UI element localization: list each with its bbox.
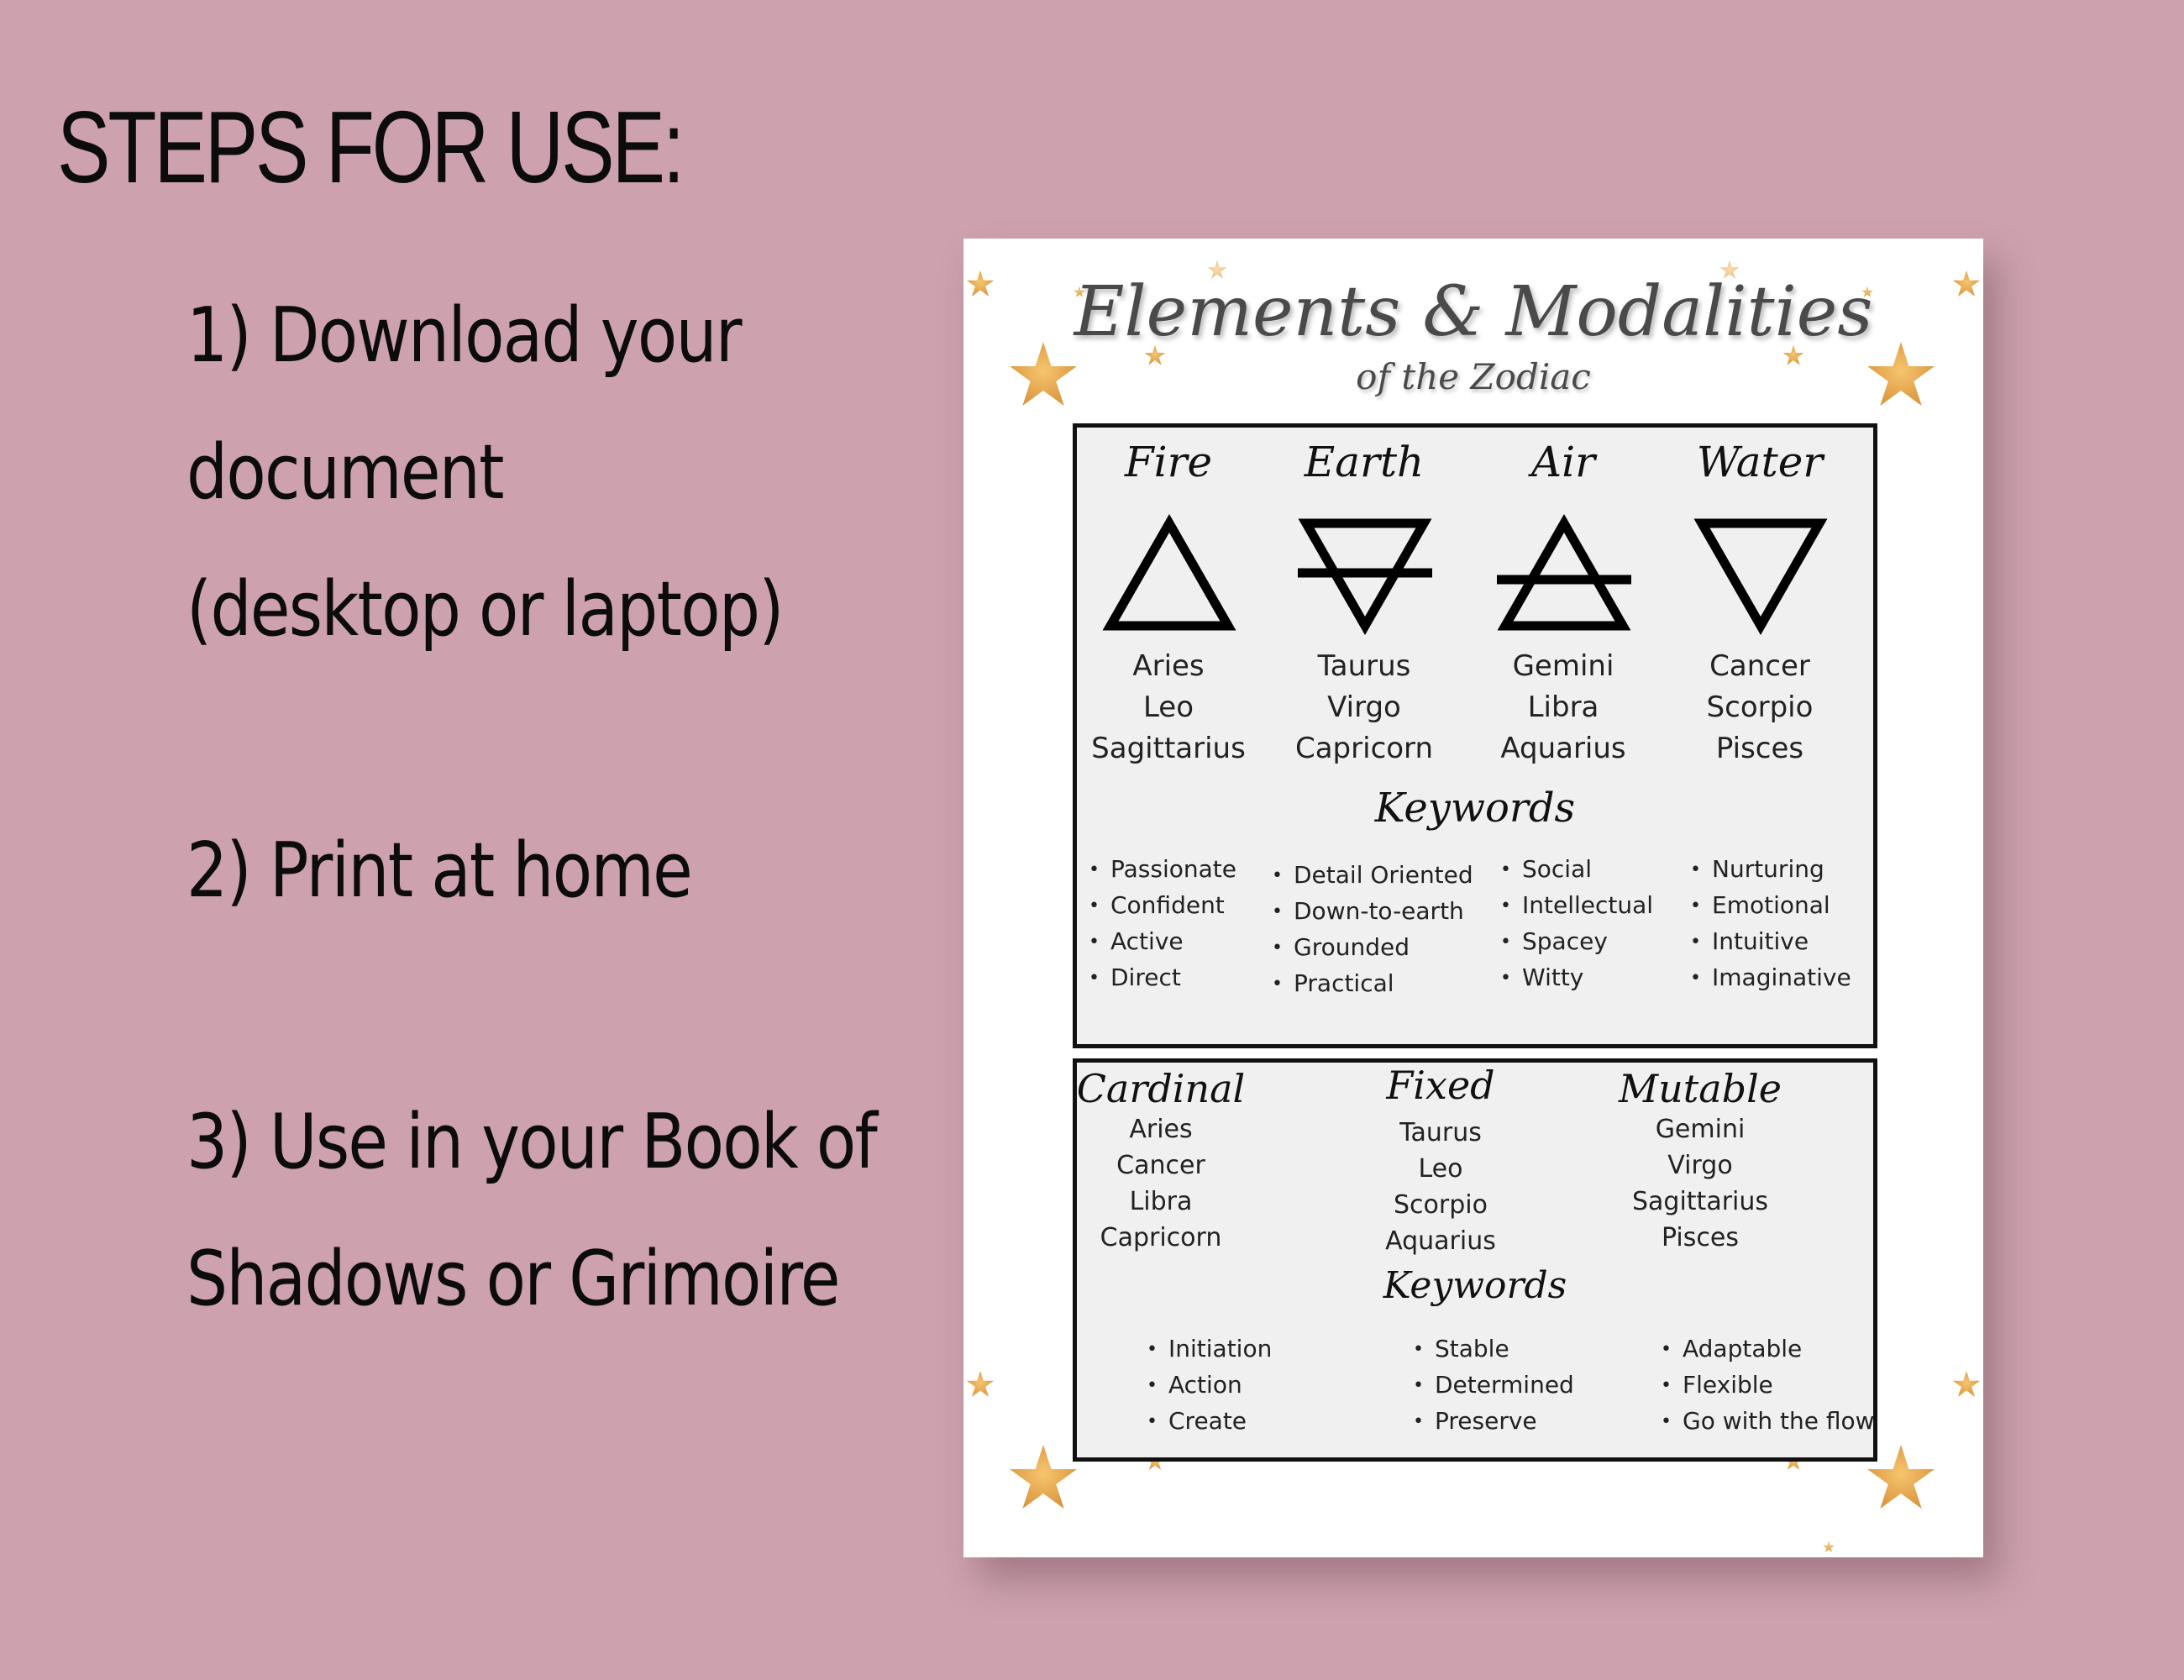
fixed-signs xyxy=(1331,1115,1550,1259)
star-icon xyxy=(1823,1541,1834,1552)
step-1 xyxy=(186,267,783,678)
sign-label: Virgo xyxy=(1667,1151,1733,1180)
keyword-item: • Determined xyxy=(1413,1368,1574,1404)
step-3-line-1: 3) Use in your Book of xyxy=(186,1098,877,1186)
water-signs xyxy=(1663,646,1856,769)
element-name-air: Air xyxy=(1530,438,1595,486)
fixed-keywords xyxy=(1413,1331,1574,1440)
keyword-item: • Action xyxy=(1147,1368,1272,1404)
fire-signs xyxy=(1072,646,1265,769)
air-keywords xyxy=(1500,852,1653,996)
sheet-title: Elements & Modalities xyxy=(1074,272,1873,352)
star-icon xyxy=(967,1371,994,1397)
sign-label: Sagittarius xyxy=(1631,1187,1769,1216)
keyword-item: • Spacey xyxy=(1500,924,1653,960)
keyword-item: • Adaptable xyxy=(1661,1331,1875,1368)
elements-keywords-heading: Keywords xyxy=(1374,785,1576,832)
step-3-line-2: Shadows or Grimoire xyxy=(186,1235,839,1323)
sign-label: Aquarius xyxy=(1385,1226,1496,1256)
keyword-item: • Nurturing xyxy=(1690,852,1851,888)
water-triangle-icon xyxy=(1693,512,1828,638)
keyword-item: • Practical xyxy=(1272,966,1473,1002)
sign-label: Aquarius xyxy=(1500,732,1626,765)
sign-label: Leo xyxy=(1142,690,1194,724)
step-2 xyxy=(186,802,691,939)
keyword-item: • Confident xyxy=(1089,888,1236,924)
star-icon xyxy=(1010,1445,1077,1509)
sign-label: Gemini xyxy=(1655,1115,1746,1144)
star-icon xyxy=(1953,1371,1980,1397)
step-1-line-1: 1) Download your xyxy=(186,291,741,380)
star-icon xyxy=(1867,1445,1935,1509)
earth-keywords xyxy=(1272,858,1473,1002)
keyword-item: • Flexible xyxy=(1661,1368,1875,1404)
cardinal-signs xyxy=(1052,1111,1270,1256)
elements-panel xyxy=(1073,423,1877,1048)
keyword-item: • Active xyxy=(1089,924,1236,960)
sign-label: Scorpio xyxy=(1706,690,1814,724)
sign-label: Aries xyxy=(1129,1115,1193,1144)
keyword-item: • Initiation xyxy=(1147,1331,1272,1368)
mutable-keywords xyxy=(1661,1331,1875,1440)
sign-label: Taurus xyxy=(1399,1118,1482,1147)
sign-label: Pisces xyxy=(1715,732,1804,765)
keyword-item: • Go with the flow xyxy=(1661,1404,1875,1440)
modality-name-mutable: Mutable xyxy=(1618,1066,1782,1111)
keyword-item: • Imaginative xyxy=(1690,960,1851,996)
keyword-item: • Create xyxy=(1147,1404,1272,1440)
keyword-item: • Grounded xyxy=(1272,930,1473,966)
sign-label: Cancer xyxy=(1116,1151,1205,1180)
sign-label: Capricorn xyxy=(1294,732,1433,765)
step-1-line-2: document xyxy=(186,428,503,517)
air-triangle-icon xyxy=(1497,512,1631,638)
modality-name-cardinal: Cardinal xyxy=(1076,1066,1246,1111)
step-1-line-3: (desktop or laptop) xyxy=(186,565,783,654)
keyword-item: • Detail Oriented xyxy=(1272,858,1473,894)
sign-label: Taurus xyxy=(1317,649,1411,683)
steps-title: STEPS FOR USE: xyxy=(57,90,683,204)
keyword-item: • Passionate xyxy=(1089,852,1236,888)
cardinal-keywords xyxy=(1147,1331,1272,1440)
printable-sheet xyxy=(963,239,1983,1557)
air-signs xyxy=(1467,646,1660,769)
keyword-item: • Down-to-earth xyxy=(1272,894,1473,930)
sign-label: Libra xyxy=(1527,690,1599,724)
sign-label: Pisces xyxy=(1662,1223,1739,1252)
sign-label: Libra xyxy=(1129,1187,1193,1216)
earth-triangle-icon xyxy=(1298,512,1432,638)
element-name-water: Water xyxy=(1696,438,1824,486)
sign-label: Virgo xyxy=(1327,690,1401,724)
keyword-item: • Preserve xyxy=(1413,1404,1574,1440)
sign-label: Aries xyxy=(1132,649,1205,683)
sheet-subtitle: of the Zodiac xyxy=(1356,356,1591,397)
element-name-earth: Earth xyxy=(1304,438,1425,486)
fire-keywords xyxy=(1089,852,1236,996)
modality-name-fixed: Fixed xyxy=(1386,1063,1495,1108)
fire-triangle-icon xyxy=(1102,512,1236,638)
keyword-item: • Intellectual xyxy=(1500,888,1653,924)
sign-label: Cancer xyxy=(1709,649,1810,683)
earth-signs xyxy=(1268,646,1461,769)
sign-label: Sagittarius xyxy=(1091,732,1246,765)
water-keywords xyxy=(1690,852,1851,996)
keyword-item: • Emotional xyxy=(1690,888,1851,924)
modalities-panel xyxy=(1073,1058,1877,1462)
keyword-item: • Direct xyxy=(1089,960,1236,996)
step-3 xyxy=(186,1074,876,1347)
keyword-item: • Witty xyxy=(1500,960,1653,996)
element-name-fire: Fire xyxy=(1124,438,1213,486)
sign-label: Gemini xyxy=(1512,649,1614,683)
mutable-signs xyxy=(1591,1111,1809,1256)
modalities-keywords-heading: Keywords xyxy=(1383,1264,1567,1307)
sign-label: Leo xyxy=(1418,1154,1463,1184)
sign-label: Capricorn xyxy=(1100,1223,1222,1252)
sign-label: Scorpio xyxy=(1394,1190,1488,1220)
keyword-item: • Stable xyxy=(1413,1331,1574,1368)
step-2-line-1: 2) Print at home xyxy=(186,827,691,915)
keyword-item: • Intuitive xyxy=(1690,924,1851,960)
keyword-item: • Social xyxy=(1500,852,1653,888)
